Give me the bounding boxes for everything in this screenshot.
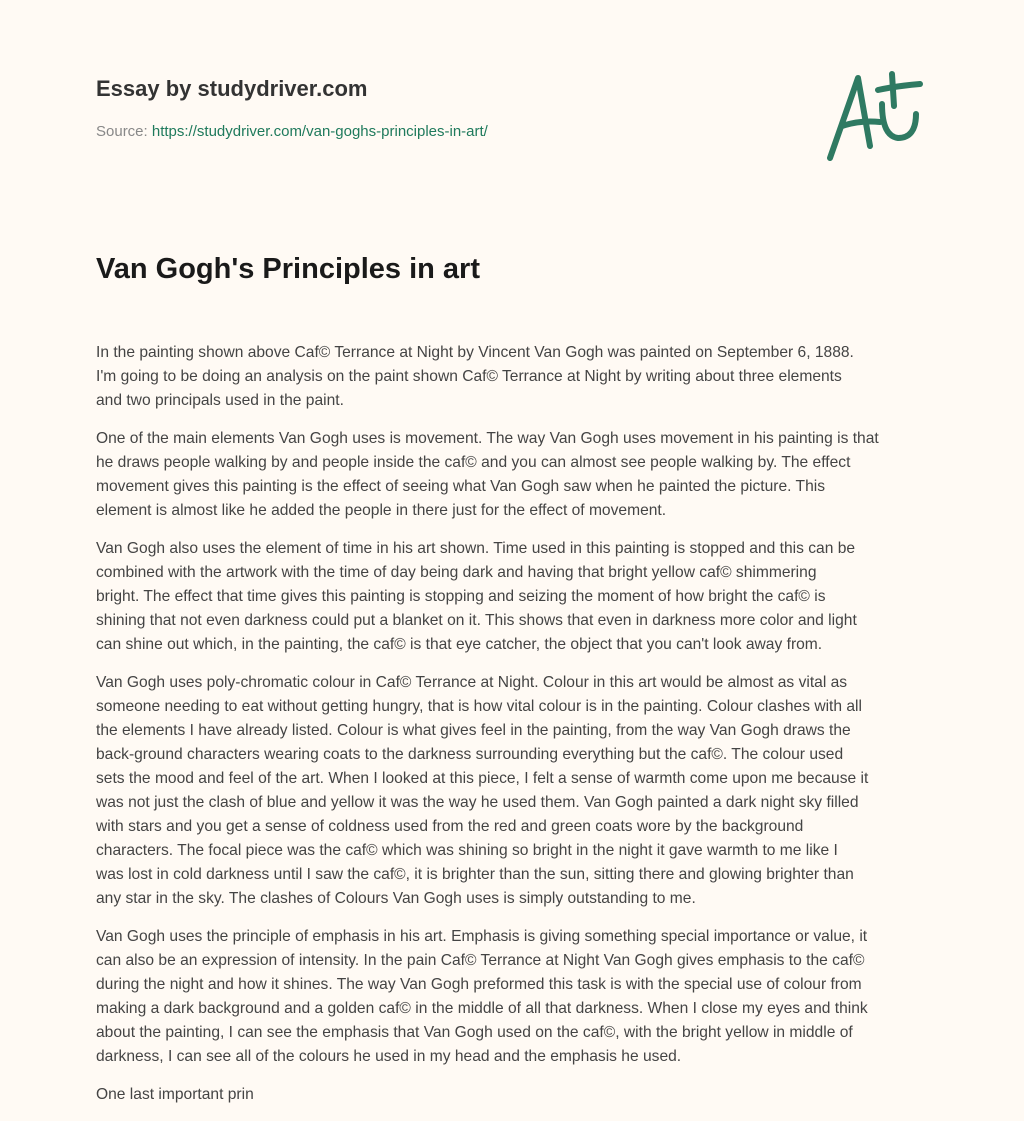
paragraph-line: can shine out which, in the painting, the caf© is that eye catcher, the object that you can't look away from. <box>96 636 823 653</box>
source-line <box>96 123 488 140</box>
essay-paragraph <box>96 427 946 523</box>
paragraph-line: bright. The effect that time gives this painting is stopping and seizing the moment of how bright the caf© is <box>96 588 826 605</box>
paragraph-line: One last important prin <box>96 1086 254 1103</box>
paragraph-line: with stars and you get a sense of coldness used from the red and green coats wore by the background <box>96 818 804 835</box>
page-title: Van Gogh's Principles in art <box>96 253 480 285</box>
paragraph-line: making a dark background and a golden caf© in the middle of all that darkness. When I close my eyes and think <box>96 1000 868 1017</box>
source-label: Source: <box>96 123 148 140</box>
paragraph-line: element is almost like he added the people in there just for the effect of movement. <box>96 502 667 519</box>
paragraph-line: the elements I have already listed. Colour is what gives feel in the painting, from the way Van Gogh draws the <box>96 722 851 739</box>
source-link[interactable]: https://studydriver.com/van-goghs-principles-in-art/ <box>151 123 488 140</box>
essay-paragraph <box>96 671 946 911</box>
a-plus-logo-icon <box>820 66 930 166</box>
paragraph-line: sets the mood and feel of the art. When I looked at this piece, I felt a sense of warmth come upon me because it <box>96 770 869 787</box>
paragraph-line: Van Gogh uses poly-chromatic colour in Caf© Terrance at Night. Colour in this art would be almost as vital as <box>96 674 848 691</box>
essay-body <box>96 341 946 1121</box>
paragraph-line: someone needing to eat without getting hungry, that is how vital colour is in the painting. Colour clashes with all <box>96 698 862 715</box>
paragraph-line: and two principals used in the paint. <box>96 392 344 409</box>
paragraph-line: characters. The focal piece was the caf© which was shining so bright in the night it gave warmth to me like I <box>96 842 838 859</box>
paragraph-line: In the painting shown above Caf© Terrance at Night by Vincent Van Gogh was painted on September 6, 1888. <box>96 344 854 361</box>
paragraph-line: I'm going to be doing an analysis on the paint shown Caf© Terrance at Night by writing about three elements <box>96 368 842 385</box>
paragraph-line: movement gives this painting is the effect of seeing what Van Gogh saw when he painted the picture. This <box>96 478 826 495</box>
essay-paragraph <box>96 341 946 413</box>
paragraph-line: One of the main elements Van Gogh uses is movement. The way Van Gogh uses movement in his painting is that <box>96 430 879 447</box>
essay-paragraph <box>96 537 946 657</box>
paragraph-line: any star in the sky. The clashes of Colours Van Gogh uses is simply outstanding to me. <box>96 890 696 907</box>
paragraph-line: Van Gogh also uses the element of time in his art shown. Time used in this painting is stopped and this can be <box>96 540 856 557</box>
paragraph-line: Van Gogh uses the principle of emphasis in his art. Emphasis is giving something special importance or value, it <box>96 928 868 945</box>
paragraph-line: about the painting, I can see the emphasis that Van Gogh used on the caf©, with the bright yellow in middle of <box>96 1024 853 1041</box>
essay-paragraph <box>96 1083 946 1107</box>
paragraph-line: combined with the artwork with the time of day being dark and having that bright yellow caf© shimmering <box>96 564 817 581</box>
paragraph-line: was lost in cold darkness until I saw the caf©, it is brighter than the sun, sitting there and glowing brighter than <box>96 866 854 883</box>
paragraph-line: back-ground characters wearing coats to the darkness surrounding everything but the caf©. The colour used <box>96 746 844 763</box>
paragraph-line: was not just the clash of blue and yellow it was the way he used them. Van Gogh painted a dark night sky filled <box>96 794 859 811</box>
paragraph-line: shining that not even darkness could put a blanket on it. This shows that even in darkness more color and light <box>96 612 857 629</box>
paragraph-line: can also be an expression of intensity. In the pain Caf© Terrance at Night Van Gogh gives emphasis to the caf© <box>96 952 865 969</box>
site-brand: Essay by studydriver.com <box>96 76 368 101</box>
essay-paragraph <box>96 925 946 1069</box>
paragraph-line: during the night and how it shines. The way Van Gogh preformed this task is with the special use of colour from <box>96 976 862 993</box>
paragraph-line: darkness, I can see all of the colours he used in my head and the emphasis he used. <box>96 1048 682 1065</box>
paragraph-line: he draws people walking by and people inside the caf© and you can almost see people walking by. The effect <box>96 454 851 471</box>
